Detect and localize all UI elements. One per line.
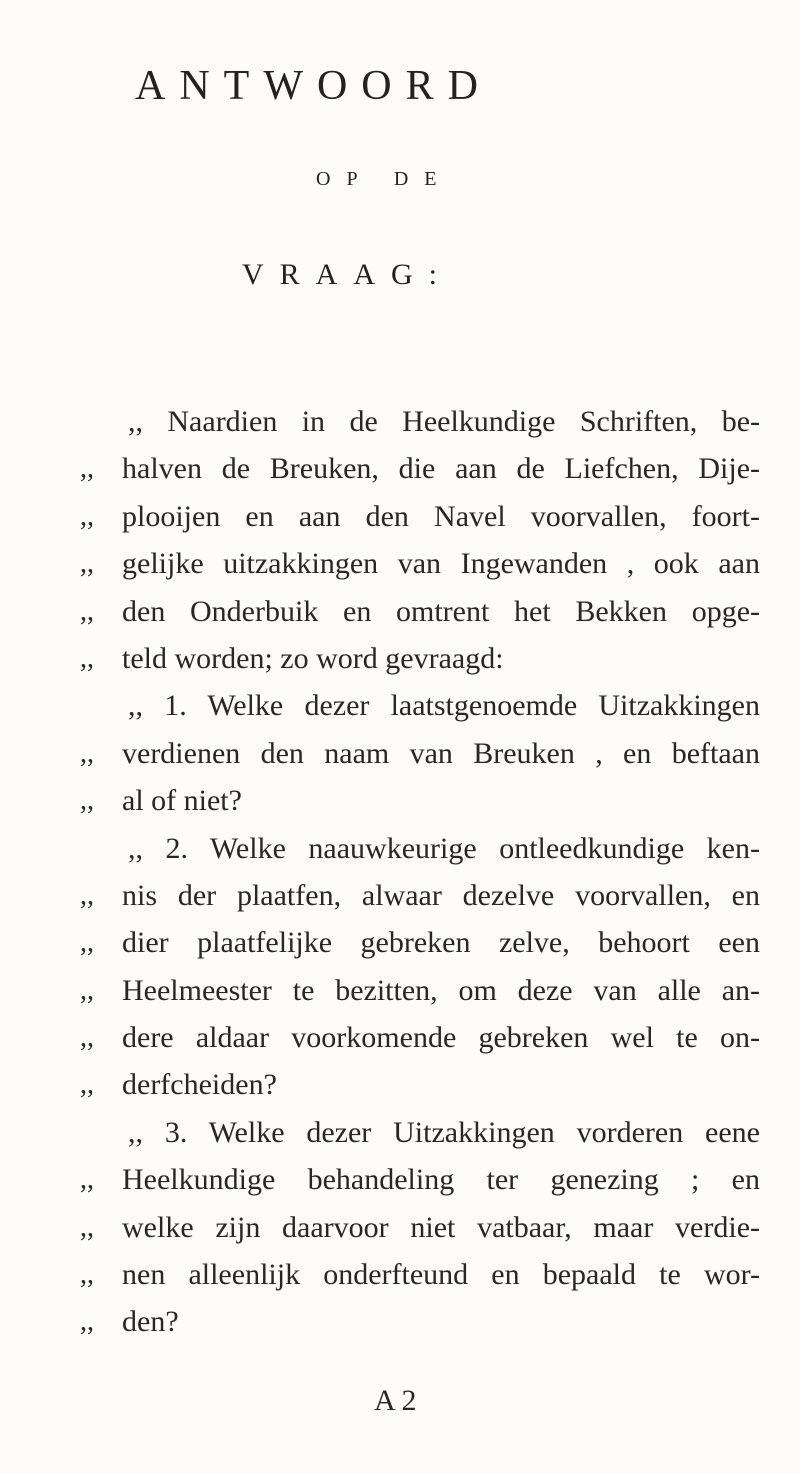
line-text: teld worden; zo word gevraagd: [122,641,504,675]
text-line [80,398,760,445]
text-line [80,777,760,824]
text-line [80,730,760,777]
line-text: ,, Naardien in de Heelkundige Schriften, be- [128,405,760,438]
line-quote: ,, [80,974,94,1006]
text-line [80,1204,760,1251]
line-text: nen alleenlijk onderfteund en bepaald te wor- [122,1258,760,1292]
line-quote: ,, [80,1306,94,1338]
line-text: dier plaatfelijke gebreken zelve, behoort een [122,926,760,960]
text-line [80,825,760,872]
line-text: dere aldaar voorkomende gebreken wel te on- [122,1021,760,1055]
line-text: plooijen en aan den Navel voorvallen, foort- [122,499,760,533]
line-quote: ,, [80,1022,94,1054]
line-quote: ,, [80,1164,94,1196]
text-line [80,1298,760,1345]
line-quote: ,, [80,548,94,580]
line-text: nis der plaatfen, alwaar dezelve voorvallen, en [122,878,760,912]
line-text: den? [122,1305,179,1339]
line-quote: ,, [80,642,94,674]
text-line [80,967,760,1014]
text-line [80,1156,760,1203]
line-quote: ,, [80,927,94,959]
text-line [80,493,760,540]
text-line [80,588,760,635]
text-line [80,872,760,919]
text-line [80,635,760,682]
line-quote: ,, [80,1069,94,1101]
text-line [80,1014,760,1061]
page-title: ANTWOORD [135,63,492,109]
question-text [80,398,760,1346]
text-line [80,682,760,729]
line-text: ,, 1. Welke dezer laatstgenoemde Uitzakkingen [128,689,760,723]
line-quote: ,, [80,879,94,911]
line-quote: ,, [80,737,94,769]
text-line [80,540,760,587]
line-text: ,, 2. Welke naauwkeurige ontleedkundige ken- [128,831,760,865]
line-quote: ,, [80,1259,94,1291]
text-line [80,1061,760,1108]
line-quote: ,, [80,453,94,485]
line-quote: ,, [80,500,94,532]
line-text: halven de Breuken, die aan de Liefchen, Dije- [122,452,760,486]
text-line [80,445,760,492]
text-line [80,919,760,966]
line-text: al of niet? [122,784,242,818]
question-heading: VRAAG: [242,258,454,291]
line-text: den Onderbuik en omtrent het Bekken opge- [122,594,760,628]
line-text: verdienen den naam van Breuken , en beftaan [122,736,760,770]
text-line [80,1251,760,1298]
line-text: ,, 3. Welke dezer Uitzakkingen vorderen eene [128,1115,760,1149]
line-text: welke zijn daarvoor niet vatbaar, maar verdie- [122,1210,760,1244]
line-quote: ,, [80,1211,94,1243]
line-quote: ,, [80,785,94,817]
line-text: derfcheiden? [122,1068,277,1102]
signature-mark: A 2 [374,1384,417,1417]
text-line [80,1109,760,1156]
line-text: Heelkundige behandeling ter genezing ; en [122,1163,760,1197]
line-text: Heelmeester te bezitten, om deze van alle an- [122,973,760,1007]
subtitle: OP DE [316,168,453,190]
line-quote: ,, [80,595,94,627]
line-text: gelijke uitzakkingen van Ingewanden , ook aan [122,547,760,581]
